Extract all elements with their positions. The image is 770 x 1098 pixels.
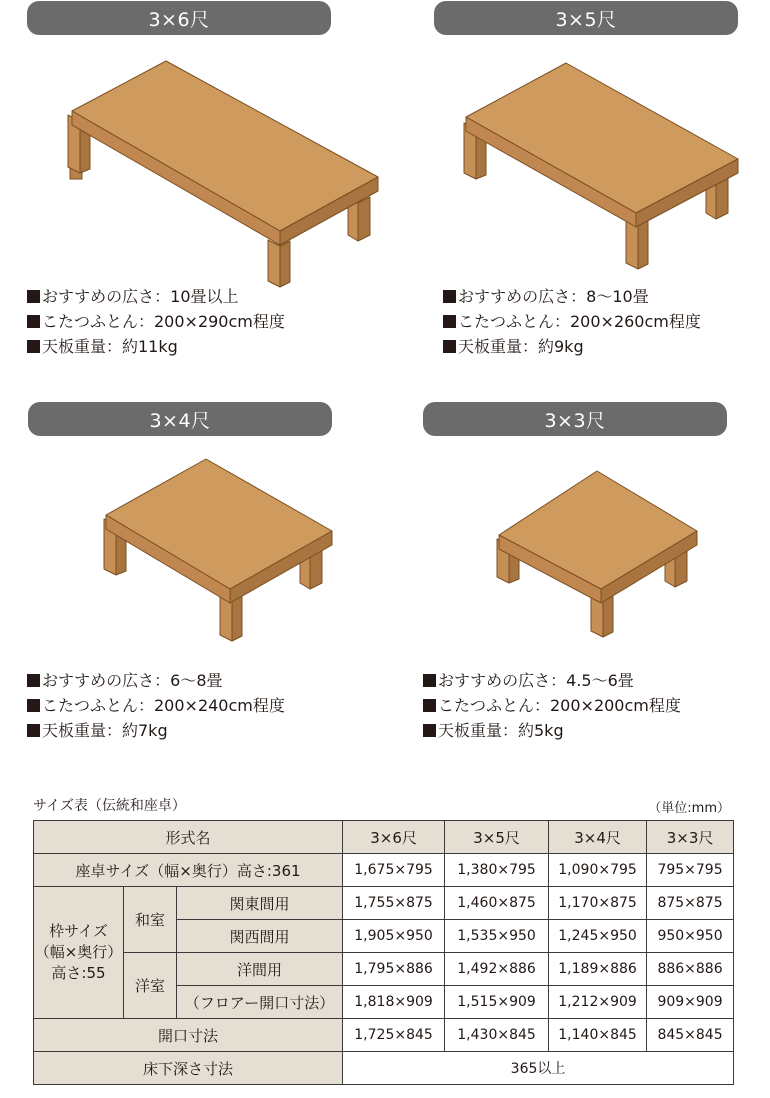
row-label-washitsu: 和室 [124,887,177,953]
table-cell: 1,515×909 [445,986,549,1019]
specs-3x4 [27,668,285,743]
table-cell: 1,170×875 [549,887,647,920]
size-table-unit: （単位:mm） [648,801,730,816]
specs-3x3 [423,668,681,743]
table-cell: 1,675×795 [343,854,445,887]
row-label-kanto: 関東間用 [177,887,343,920]
title-3x5: 3×5尺 [434,1,738,35]
row-label-table-size: 座卓サイズ（幅×奥行）高さ:361 [34,854,343,887]
table-cell: 1,140×845 [549,1019,647,1052]
table-cell: 1,905×950 [343,920,445,953]
row-label-youshitsu: 洋室 [124,953,177,1019]
column-header: 3×6尺 [343,821,445,854]
table-row [34,953,734,986]
column-header: 3×5尺 [445,821,549,854]
row-label-depth: 床下深さ寸法 [34,1052,343,1085]
depth-value: 365以上 [343,1052,734,1085]
spec-weight: 天板重量：約9kg [443,334,701,359]
table-cell: 1,090×795 [549,854,647,887]
table-cell: 886×886 [647,953,734,986]
spec-weight: 天板重量：約7kg [27,718,285,743]
table-cell: 909×909 [647,986,734,1019]
row-label-kansai: 関西間用 [177,920,343,953]
size-table [33,820,734,1085]
row-label-yoma: 洋間用 [177,953,343,986]
spec-futon: こたつふとん：200×240cm程度 [27,693,285,718]
table-row [34,854,734,887]
table-cell: 950×950 [647,920,734,953]
table-cell: 875×875 [647,887,734,920]
table-cell: 845×845 [647,1019,734,1052]
specs-3x5 [443,284,701,359]
table-illustration-3x6 [60,55,390,295]
table-cell: 1,189×886 [549,953,647,986]
table-cell: 1,492×886 [445,953,549,986]
table-cell: 1,212×909 [549,986,647,1019]
table-row [34,821,734,854]
spec-room: おすすめの広さ：8〜10畳 [443,284,701,309]
column-header: 3×3尺 [647,821,734,854]
table-cell: 1,755×875 [343,887,445,920]
title-3x4: 3×4尺 [28,402,332,436]
table-row [34,1052,734,1085]
table-cell: 1,795×886 [343,953,445,986]
column-header: 3×4尺 [549,821,647,854]
spec-futon: こたつふとん：200×260cm程度 [443,309,701,334]
spec-futon: こたつふとん：200×200cm程度 [423,693,681,718]
specs-3x6 [27,284,285,359]
size-table-caption: サイズ表（伝統和座卓） [33,798,186,814]
table-illustration-3x4 [100,455,340,645]
table-cell: 1,818×909 [343,986,445,1019]
title-3x6: 3×6尺 [27,1,331,35]
table-cell: 1,245×950 [549,920,647,953]
spec-room: おすすめの広さ：10畳以上 [27,284,285,309]
table-illustration-3x3 [493,465,703,645]
table-cell: 1,380×795 [445,854,549,887]
header-label: 形式名 [34,821,343,854]
row-label-frame-size: 枠サイズ （幅×奥行） 高さ:55 [34,887,124,1019]
table-cell: 1,725×845 [343,1019,445,1052]
spec-room: おすすめの広さ：6〜8畳 [27,668,285,693]
spec-weight: 天板重量：約5kg [423,718,681,743]
row-label-floor: （フロアー開口寸法） [177,986,343,1019]
table-cell: 1,430×845 [445,1019,549,1052]
spec-futon: こたつふとん：200×290cm程度 [27,309,285,334]
table-cell: 795×795 [647,854,734,887]
table-cell: 1,460×875 [445,887,549,920]
spec-room: おすすめの広さ：4.5〜6畳 [423,668,681,693]
table-row [34,1019,734,1052]
table-illustration-3x5 [460,55,750,275]
spec-weight: 天板重量：約11kg [27,334,285,359]
table-cell: 1,535×950 [445,920,549,953]
row-label-opening: 開口寸法 [34,1019,343,1052]
title-3x3: 3×3尺 [423,402,727,436]
table-row [34,887,734,920]
